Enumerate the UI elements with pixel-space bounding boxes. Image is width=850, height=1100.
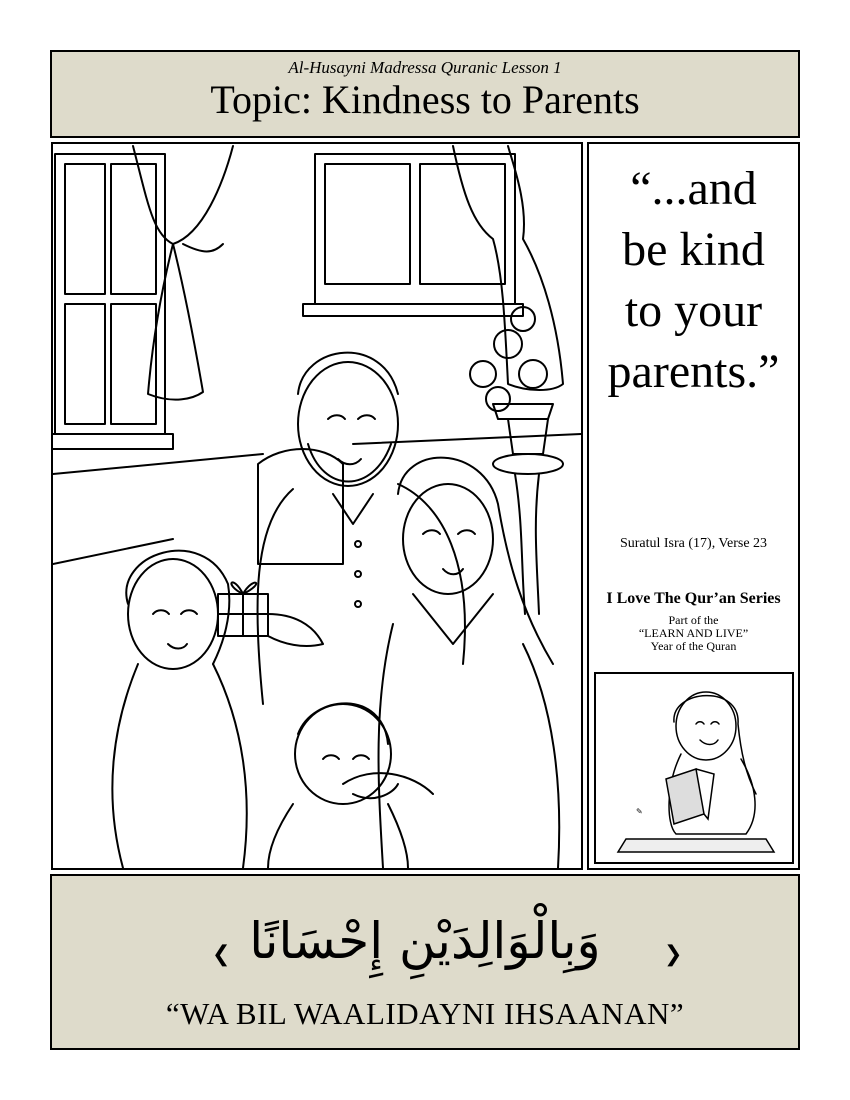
page-title: Topic: Kindness to Parents bbox=[210, 77, 640, 122]
side-panel bbox=[587, 142, 800, 870]
series-line: Year of the Quran bbox=[650, 639, 737, 653]
family-coloring-illustration bbox=[53, 144, 581, 868]
ornament-right-icon: ❯ bbox=[664, 942, 683, 967]
series-line: “LEARN AND LIVE” bbox=[638, 626, 749, 640]
girl-reading-illustration bbox=[594, 672, 794, 864]
verse-quote bbox=[589, 158, 798, 402]
lesson-subtitle: Al-Husayni Madressa Quranic Lesson 1 bbox=[288, 58, 562, 77]
arabic-verse: وَبِالْوَالِدَيْنِ إِحْسَانًا bbox=[249, 912, 601, 970]
quote-line: be kind bbox=[622, 223, 765, 276]
transliteration: “WA BIL WAALIDAYNI IHSAANAN” bbox=[165, 996, 685, 1031]
girl-reading-quran-illustration bbox=[596, 674, 792, 862]
series-line: Part of the bbox=[668, 613, 719, 627]
ornament-left-icon: ❮ bbox=[212, 942, 231, 967]
verse-reference: Suratul Isra (17), Verse 23 bbox=[619, 536, 768, 551]
series-description bbox=[589, 614, 798, 653]
header-banner bbox=[50, 50, 800, 138]
quote-line: parents.” bbox=[607, 345, 780, 398]
svg-text:✎: ✎ bbox=[636, 807, 643, 816]
family-illustration bbox=[51, 142, 583, 870]
quote-line: “...and bbox=[630, 162, 757, 215]
series-title: I Love The Qur’an Series bbox=[606, 590, 781, 607]
quote-line: to your bbox=[624, 284, 763, 337]
footer-banner bbox=[50, 874, 800, 1050]
